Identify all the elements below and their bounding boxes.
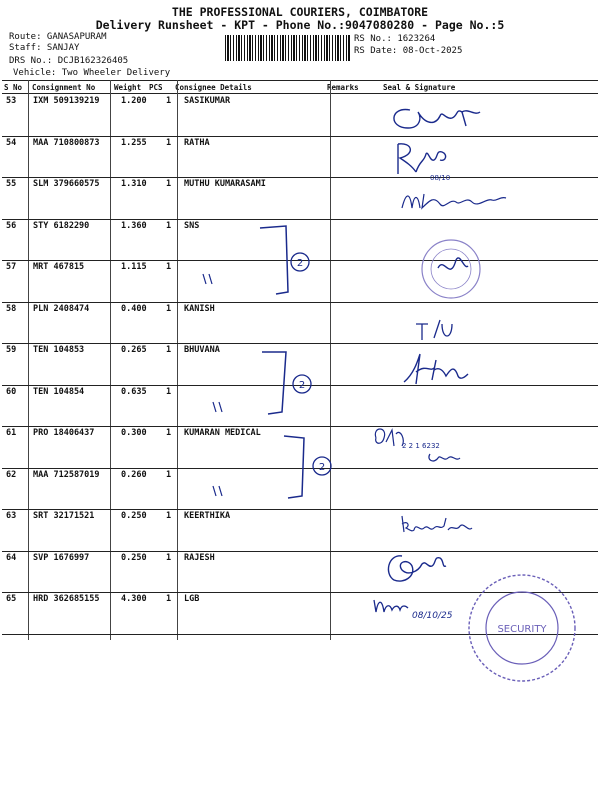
cell-weight: 1.255 <box>121 137 147 148</box>
group-bracket-59-60 <box>254 348 324 420</box>
signature-row-54 <box>390 140 460 184</box>
cell-pcs: 1 <box>166 552 172 563</box>
drs-number: DRS No.: DCJB162326405 <box>9 56 129 66</box>
cell-consignment-no: HRD 362685155 <box>33 594 100 604</box>
cell-sno: 60 <box>6 386 17 397</box>
cell-consignee: KANISH <box>184 303 215 314</box>
cell-pcs: 1 <box>166 469 172 480</box>
cell-weight: 1.115 <box>121 262 147 272</box>
cell-pcs: 1 <box>166 137 172 148</box>
cell-consignee: SASIKUMAR <box>184 96 231 106</box>
row-divider <box>2 509 598 510</box>
cell-consignee: RAJESH <box>184 552 215 563</box>
barcode <box>225 35 350 61</box>
cell-consignment-no: IXM 509139219 <box>33 96 100 106</box>
cell-pcs: 1 <box>166 220 172 231</box>
cell-sno: 65 <box>6 594 17 604</box>
row-divider <box>2 302 598 303</box>
cell-weight: 0.635 <box>121 386 147 397</box>
col-divider <box>110 80 111 640</box>
cell-consignment-no: TEN 104854 <box>33 386 85 397</box>
cell-weight: 0.265 <box>121 345 147 355</box>
vehicle-label: Vehicle: Two Wheeler Delivery <box>13 68 171 78</box>
cell-consignment-no: PRO 18406437 <box>33 428 95 438</box>
security-stamp-text: SECURITY <box>497 624 547 635</box>
signature-row-58 <box>414 318 454 342</box>
route-label: Route: GANASAPURAM <box>9 32 107 42</box>
signature-row-59 <box>400 350 472 390</box>
cell-sno: 55 <box>6 179 17 189</box>
cell-sno: 58 <box>6 303 17 314</box>
cell-weight: 0.250 <box>121 552 147 563</box>
cell-consignee: LGB <box>184 594 200 604</box>
svg-text:2: 2 <box>318 462 326 473</box>
col-header-consignee: Consignee Details <box>175 83 252 92</box>
cell-pcs: 1 <box>166 511 172 521</box>
rs-number: RS No.: 1623264 <box>354 34 436 44</box>
cell-sno: 54 <box>6 137 17 148</box>
cell-sno: 61 <box>6 428 17 438</box>
cell-consignment-no: TEN 104853 <box>33 345 85 355</box>
col-divider <box>177 80 178 640</box>
cell-consignment-no: SLM 379660575 <box>33 179 100 189</box>
col-header-remarks: Remarks <box>327 83 359 92</box>
cell-consignee: KUMARAN MEDICAL <box>184 428 261 438</box>
cell-pcs: 1 <box>166 179 172 189</box>
cell-consignment-no: SVP 1676997 <box>33 552 90 563</box>
document-title: THE PROFESSIONAL COURIERS, COIMBATORE <box>171 5 429 19</box>
cell-weight: 4.300 <box>121 594 147 604</box>
cell-consignee: KEERTHIKA <box>184 511 231 521</box>
row-divider <box>2 219 598 220</box>
signature-row-65 <box>372 594 472 628</box>
cell-consignment-no: MRT 467815 <box>33 262 85 272</box>
cell-consignment-no: STY 6182290 <box>33 220 90 231</box>
cell-sno: 57 <box>6 262 17 272</box>
security-stamp <box>462 572 582 684</box>
cell-sno: 59 <box>6 345 17 355</box>
col-header-sno: S No <box>4 83 23 92</box>
cell-weight: 1.200 <box>121 96 147 106</box>
svg-text:2: 2 <box>296 258 304 269</box>
col-header-weight: Weight <box>114 83 142 92</box>
cell-pcs: 1 <box>166 345 172 355</box>
signature-row-64 <box>382 548 452 588</box>
cell-weight: 1.310 <box>121 179 147 189</box>
row-divider <box>2 343 598 344</box>
signature-row-63 <box>398 512 478 536</box>
row-divider <box>2 177 598 178</box>
cell-consignee: MUTHU KUMARASAMI <box>184 179 266 189</box>
cell-pcs: 1 <box>166 428 172 438</box>
cell-weight: 0.260 <box>121 469 147 480</box>
row-divider <box>2 551 598 552</box>
cell-sno: 62 <box>6 469 17 480</box>
col-header-consignment: Consignment No <box>32 83 96 92</box>
cell-weight: 1.360 <box>121 220 147 231</box>
document-subtitle: Delivery Runsheet - KPT - Phone No.:9047080280 - Page No.:5 <box>95 18 505 32</box>
svg-text:08/10/25: 08/10/25 <box>412 611 453 621</box>
cell-sno: 64 <box>6 552 17 563</box>
cell-pcs: 1 <box>166 303 172 314</box>
cell-weight: 0.250 <box>121 511 147 521</box>
cell-consignment-no: MAA 712587019 <box>33 469 100 480</box>
table-top-border <box>2 80 598 81</box>
signature-row-55 <box>400 186 510 216</box>
ditto-mark-57 <box>200 272 216 286</box>
signature-row-61 <box>372 424 482 468</box>
company-seal-stamp <box>420 238 482 300</box>
cell-sno: 63 <box>6 511 17 521</box>
group-bracket-56-57 <box>250 222 320 300</box>
cell-sno: 56 <box>6 220 17 231</box>
cell-pcs: 1 <box>166 594 172 604</box>
cell-consignee: RATHA <box>184 137 210 148</box>
cell-pcs: 1 <box>166 386 172 397</box>
staff-label: Staff: SANJAY <box>9 43 80 53</box>
signature-row-53 <box>380 98 500 138</box>
cell-sno: 53 <box>6 96 17 106</box>
col-header-seal-signature: Seal & Signature <box>383 83 456 92</box>
group-bracket-61-62 <box>276 432 346 504</box>
col-header-pcs: PCS <box>149 83 163 92</box>
cell-pcs: 1 <box>166 96 172 106</box>
cell-consignment-no: MAA 710800873 <box>33 137 100 148</box>
svg-text:2: 2 <box>298 380 306 391</box>
table-header-border <box>2 93 598 94</box>
ditto-mark-60 <box>210 400 226 414</box>
cell-consignee: SNS <box>184 220 200 231</box>
row-divider <box>2 136 598 137</box>
col-divider <box>28 80 29 640</box>
svg-text:2 2 1 6232: 2 2 1 6232 <box>402 442 440 450</box>
col-divider <box>330 80 331 640</box>
svg-text:08/10: 08/10 <box>430 174 451 182</box>
cell-consignee: BHUVANA <box>184 345 220 355</box>
row-divider <box>2 426 598 427</box>
ditto-mark-62 <box>210 484 226 498</box>
cell-weight: 0.300 <box>121 428 147 438</box>
cell-pcs: 1 <box>166 262 172 272</box>
cell-consignment-no: SRT 32171521 <box>33 511 95 521</box>
cell-weight: 0.400 <box>121 303 147 314</box>
rs-date: RS Date: 08-Oct-2025 <box>354 46 463 56</box>
cell-consignment-no: PLN 2408474 <box>33 303 90 314</box>
